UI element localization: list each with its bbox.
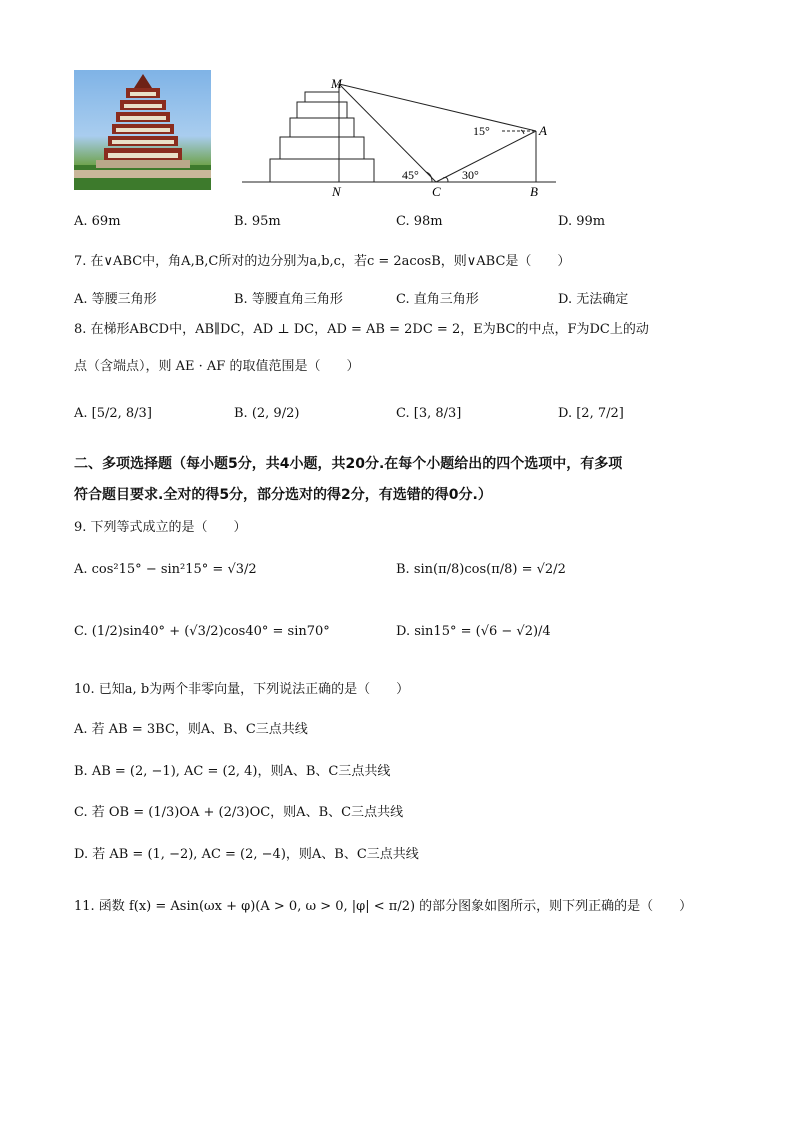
label-M: M <box>331 76 342 91</box>
q10-option-c: C. 若 OB = (1/3)OA + (2/3)OC，则A、B、C三点共线 <box>74 805 404 820</box>
section2-heading-line1: 二、多项选择题（每小题5分，共4小题，共20分.在每个小题给出的四个选项中，有多项 <box>74 456 623 472</box>
q10-option-a: A. 若 AB = 3BC，则A、B、C三点共线 <box>74 722 308 737</box>
angle-45-label: 45° <box>402 168 419 182</box>
q7-option-b: B. 等腰直角三角形 <box>234 292 343 307</box>
angle-15-label: 15° <box>473 124 490 138</box>
label-N: N <box>332 184 341 199</box>
q10-option-d: D. 若 AB = (1, −2), AC = (2, −4)，则A、B、C三点共线 <box>74 847 419 862</box>
q7-stem: 7. 在∨ABC中，角A,B,C所对的边分别为a,b,c，若c = 2acosB，则∨ABC是（ ） <box>74 254 571 269</box>
q11-stem: 11. 函数 f(x) = Asin(ωx + φ)(A > 0, ω > 0, |φ| < π/2) 的部分图象如图所示，则下列正确的是（ ） <box>74 899 693 914</box>
q7-option-d: D. 无法确定 <box>558 292 629 307</box>
q10-stem: 10. 已知a, b为两个非零向量，下列说法正确的是（ ） <box>74 682 410 697</box>
q8-stem-line1: 8. 在梯形ABCD中，AB∥DC，AD ⊥ DC，AD = AB = 2DC = 2，E为BC的中点，F为DC上的动 <box>74 322 649 337</box>
section2-heading-line2: 符合题目要求.全对的得5分，部分选对的得2分，有选错的得0分.） <box>74 487 492 503</box>
pagoda-photo <box>74 70 211 190</box>
q6-option-b: B. 95m <box>234 214 281 229</box>
q9-option-d: D. sin15° = (√6 − √2)/4 <box>396 624 551 639</box>
q6-option-d: D. 99m <box>558 214 606 229</box>
q7-option-c: C. 直角三角形 <box>396 292 479 307</box>
q8-option-c: C. [3, 8/3] <box>396 406 462 421</box>
geometry-figure <box>240 72 560 202</box>
angle-30-label: 30° <box>462 168 479 182</box>
label-A: A <box>539 123 547 138</box>
q8-option-a: A. [5/2, 8/3] <box>74 406 152 421</box>
q6-option-a: A. 69m <box>74 214 121 229</box>
q9-option-c: C. (1/2)sin40° + (√3/2)cos40° = sin70° <box>74 624 330 639</box>
q6-option-c: C. 98m <box>396 214 443 229</box>
q9-stem: 9. 下列等式成立的是（ ） <box>74 520 247 535</box>
label-C: C <box>432 184 441 199</box>
q8-option-d: D. [2, 7/2] <box>558 406 624 421</box>
q9-option-b: B. sin(π/8)cos(π/8) = √2/2 <box>396 562 566 577</box>
label-B: B <box>530 184 538 199</box>
q10-option-b: B. AB = (2, −1), AC = (2, 4)，则A、B、C三点共线 <box>74 764 391 779</box>
q7-option-a: A. 等腰三角形 <box>74 292 157 307</box>
q8-option-b: B. (2, 9/2) <box>234 406 300 421</box>
q8-stem-line2: 点（含端点），则 AE · AF 的取值范围是（ ） <box>74 359 360 374</box>
q9-option-a: A. cos²15° − sin²15° = √3/2 <box>74 562 257 577</box>
